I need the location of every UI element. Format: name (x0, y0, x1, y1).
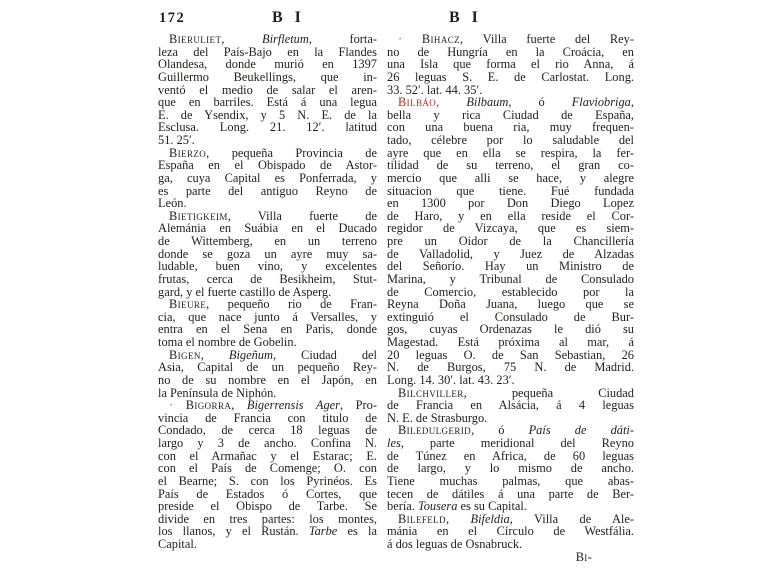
text-run: es parte del antiguo Reyno de (158, 183, 377, 198)
entry-headword: Bihacz (421, 32, 461, 46)
latin-name: País de dáti- (528, 423, 634, 438)
text-run: á dos leguas de Osnabruck. (387, 537, 523, 551)
text-run: no de su nombre en el Japón, en (158, 372, 377, 387)
dictionary-entry-biledulgerid (387, 424, 634, 512)
text-columns (158, 33, 644, 551)
book-page (158, 9, 644, 563)
text-run: , (200, 347, 229, 362)
text-run: regidor de Vizcaya, que es siem- (387, 221, 634, 236)
text-run: de Wittemberg, en un terreno (158, 234, 377, 248)
text-run: , Villa fuerte de (227, 208, 377, 223)
dictionary-entry-bieure (158, 298, 377, 349)
text-run: Tiene muchas palmas, que abas- (387, 473, 634, 488)
text-run: una Isla que forma el rio Anna, á (387, 57, 634, 72)
text-run: entra en el Sena en Paris, donde (158, 322, 377, 337)
text-run: País de Estados ó Cortes, que (158, 486, 377, 501)
text-run: , pequeña Ciudad (463, 385, 634, 400)
text-run: , (436, 95, 467, 110)
latin-name: Birfletum (262, 32, 309, 46)
text-run: mercio que alli se hace, y alegre (387, 170, 634, 185)
catchword: Bi- (575, 549, 592, 564)
text-run: ventó el medio de salar el aren- (158, 82, 377, 97)
text-run: , forta- (308, 32, 377, 46)
right-column (387, 33, 634, 551)
text-run: con el País de Comenge; O. con (158, 461, 377, 476)
entry-headword: Bilefeld (398, 511, 446, 526)
text-run: Magestad. Está próxima al mar, á (387, 335, 634, 349)
text-run: de Valladolid, y Juez de Alzadas (387, 246, 634, 261)
latin-name: Flaviobriga (571, 95, 631, 110)
text-run: largo y 3 de ancho. Confina N. (158, 436, 377, 450)
text-run: donde se goza un ayre muy sa- (158, 246, 377, 261)
ink-mark: · (169, 398, 186, 413)
ink-mark: · (398, 32, 422, 46)
text-run: es su Capital. (457, 499, 527, 514)
latin-name: Bigeñum (228, 347, 273, 362)
text-run: de Haro, y en ella reside el Cor- (387, 208, 634, 223)
text-run: Asia, Capital de un pequeño Rey- (158, 360, 377, 375)
latin-name: Tarbe (308, 524, 338, 539)
dictionary-entry-bilefeld (387, 513, 634, 551)
text-run: toma el nombre de Gobelin. (158, 335, 297, 349)
text-run: ludable, buen vino, y excelentes (158, 259, 377, 274)
text-run: que en barriles. Está á una legua (158, 95, 377, 110)
catchword-line (158, 551, 634, 564)
text-run: , Ciudad del (272, 347, 377, 362)
text-run: extinguió el Consulado de Bur- (387, 309, 634, 324)
text-run: de Francia en Alsácia, á 4 leguas (387, 398, 634, 413)
entry-headword: Bieruliet (169, 32, 222, 46)
text-run: Alemánia en Suábia en el Ducado (158, 221, 377, 236)
latin-name: Tousera (417, 499, 458, 514)
text-run: 33. 52′. lat. 44. 35′. (387, 82, 483, 97)
text-run: con el Armañac y el Estarac; E. (158, 448, 377, 463)
text-run: E. de Ysendix, y 5 N. E. de la (158, 107, 377, 122)
dictionary-entry-bietigkeim (158, 210, 377, 298)
text-run: leza del País-Bajo en la Flandes (158, 44, 377, 59)
text-run: gard, y el fuerte castillo de Asperg. (158, 284, 332, 299)
text-run: , (221, 32, 263, 46)
latin-name: les (387, 436, 401, 450)
text-run: de largo, y lo mismo de ancho. (387, 461, 634, 476)
text-run: de Túnez en Africa, de 60 leguas (387, 448, 634, 463)
text-run: Olandesa, donde murió en 1397 (158, 57, 377, 72)
text-run: el Bearne; S. con los Pyrinéos. Es (158, 473, 377, 488)
text-run: , Villa de Ale- (509, 511, 634, 526)
text-run: gos, cuyas Ordenazas le dió su (387, 322, 634, 337)
text-run: 20 leguas O. de San Sebastian, 26 (387, 347, 634, 362)
text-run: tecen de dátiles á una parte de Ber- (387, 486, 634, 501)
text-run: mánia en el Círculo de Westfália. (387, 524, 634, 539)
text-run: tilidad de su terreno, el gran co- (387, 158, 634, 173)
text-run: bería. (387, 499, 418, 514)
dictionary-entry-bilchviller (387, 387, 634, 425)
text-run: frutas, cerca de Besikheim, Stut- (158, 271, 377, 286)
dictionary-entry-bilbao (387, 96, 634, 386)
entry-headword: Biledulgerid (398, 423, 472, 438)
entry-headword: Bieure (169, 297, 207, 312)
text-run: cia, que nace junto á Versalles, y (158, 309, 377, 324)
text-run: , pequeño rio de Fran- (206, 297, 377, 312)
entry-headword: Bietigkeim (169, 208, 228, 223)
text-run: bella y rica Ciudad de España, (387, 107, 634, 122)
dictionary-entry-bigorra (158, 399, 377, 551)
latin-name: Bigerrensis Ager (246, 398, 341, 413)
text-line (387, 538, 634, 551)
text-run: ayre que en ella se respira, la fer- (387, 145, 634, 160)
text-run: , pequeña Provincia de (206, 145, 377, 160)
text-run: Capital. (158, 537, 197, 551)
dictionary-entry-bigen (158, 349, 377, 400)
dictionary-entry-bihacz (387, 33, 634, 96)
entry-headword: Bigorra (185, 398, 232, 413)
text-run: con una buena ria, muy frequen- (387, 120, 634, 135)
text-run: , ó (471, 423, 529, 438)
text-run: Marina, y Tribunal de Consulado (387, 271, 634, 286)
text-run: del Señorío. Hay un Ministro de (387, 259, 634, 274)
text-line (158, 185, 377, 198)
text-run: de Comercio, establecido por la (387, 284, 634, 299)
text-run: Guillermo Beukellings, que in- (158, 69, 377, 84)
text-run: León. (158, 196, 187, 211)
text-run: España en el Obispado de Astor- (158, 158, 377, 173)
text-run: N. de Burgos, 75 N. de Madrid. (387, 360, 634, 375)
page-number: 172 (159, 10, 186, 26)
text-run: pre un Oidor de la Chancillería (387, 234, 634, 248)
dictionary-entry-bieruliet (158, 33, 377, 147)
text-run: 51. 25′. (158, 133, 195, 147)
text-run: es la (337, 524, 377, 539)
text-run: Esclusa. Long. 21. 12′. latitud (158, 120, 377, 135)
dictionary-entry-bierzo (158, 147, 377, 210)
text-run: la Península de Niphón. (158, 385, 277, 400)
column-header-right: B I (449, 9, 482, 26)
text-run: , parte meridional del Reyno (400, 436, 634, 450)
page-header (158, 9, 644, 28)
text-run: tado, célebre por lo saludable del (387, 133, 634, 147)
entry-headword: Bierzo (169, 145, 207, 160)
text-run: N. E. de Strasburgo. (387, 410, 488, 425)
text-run: los llanos, y el Rustán. (158, 524, 309, 539)
text-run: Reyna Doña Juana, luego que se (387, 297, 634, 312)
text-run: , (630, 95, 634, 110)
text-run: , Villa fuerte del Rey- (460, 32, 634, 46)
entry-headword: Bilbáo (398, 95, 437, 110)
left-column (158, 33, 377, 551)
text-run: , (445, 511, 471, 526)
text-run: , (231, 398, 247, 413)
text-run: en 1300 por Don Diego Lopez (387, 196, 634, 211)
latin-name: Bilbaum (466, 95, 509, 110)
text-run: , ó (508, 95, 572, 110)
text-run: no de Hungría en la Croácia, en (387, 44, 634, 59)
text-run: vincia de Francia con titulo de (158, 410, 377, 425)
column-header-left: B I (272, 9, 305, 26)
text-run: Condado, de cerca 18 leguas de (158, 423, 377, 438)
entry-headword: Bigen (169, 347, 201, 362)
text-run: , Pro- (340, 398, 377, 413)
text-run: 26 leguas S. E. de Carlostat. Long. (387, 69, 634, 84)
latin-name: Bifeldia (470, 511, 510, 526)
text-line (158, 538, 377, 551)
text-run: divide en tres partes: los montes, (158, 511, 377, 526)
text-run: situacion que tiene. Fué fundada (387, 183, 634, 198)
text-run: Long. 14. 30′. lat. 43. 23′. (387, 372, 515, 387)
text-run: ga, cuya Capital es Ponferrada, y (158, 170, 377, 185)
text-run: preside el Obispo de Tarbe. Se (158, 499, 377, 514)
entry-headword: Bilchviller (398, 385, 464, 400)
